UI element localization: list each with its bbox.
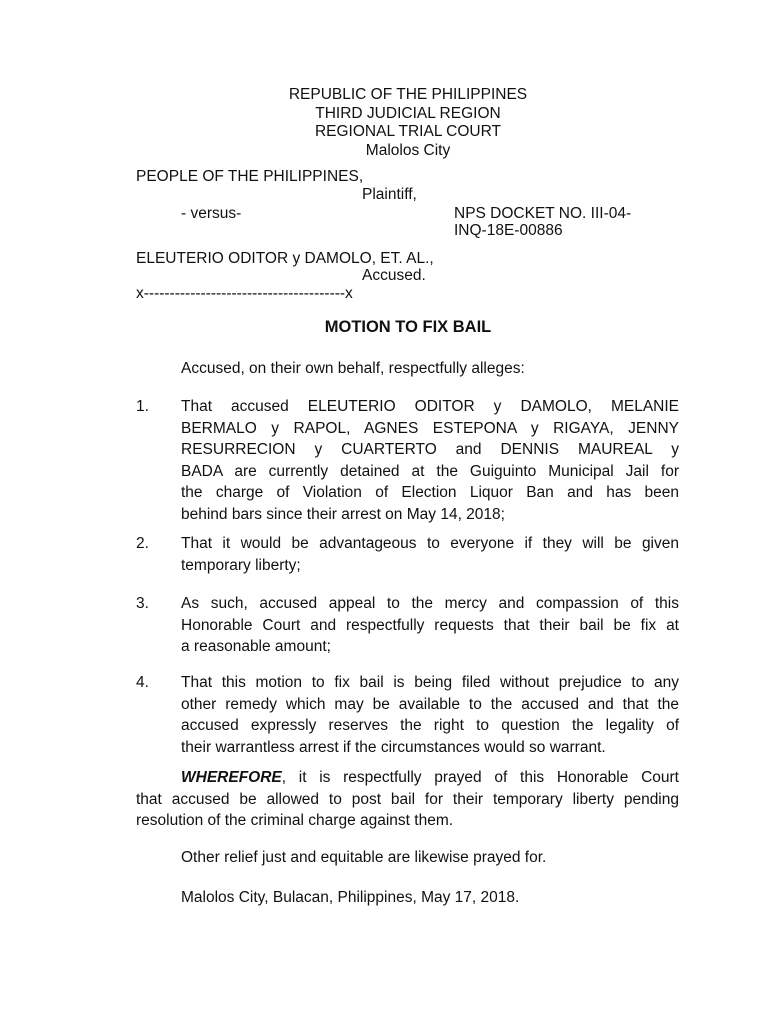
header-line-court: REGIONAL TRIAL COURT bbox=[314, 123, 502, 140]
item-4-text bbox=[181, 672, 679, 758]
item-line: other remedy which may be available to the accused and that the bbox=[181, 695, 679, 713]
item-line: That accused ELEUTERIO ODITOR y DAMOLO, MELANIE bbox=[181, 398, 679, 415]
prayer-line bbox=[136, 767, 679, 789]
item-number: 1. bbox=[136, 398, 149, 415]
item-line: a reasonable amount; bbox=[181, 638, 331, 655]
intro-paragraph: Accused, on their own behalf, respectfully alleges: bbox=[181, 360, 525, 377]
court-header bbox=[0, 86, 768, 160]
item-line: temporary liberty; bbox=[181, 556, 301, 574]
prayer-line-rest: , it is respectfully prayed of this Honorable Court bbox=[281, 769, 679, 786]
item-3-text bbox=[181, 593, 679, 658]
item-line: BERMALO y RAPOL, AGNES ESTEPONA y RIGAYA, JENNY bbox=[181, 419, 679, 437]
item-line: their warrantless arrest if the circumstances would so warrant. bbox=[181, 738, 606, 756]
prayer-line: resolution of the criminal charge against them. bbox=[136, 812, 454, 829]
item-line: accused expressly reserves the right to question the legality of bbox=[181, 717, 679, 734]
plaintiff-name: PEOPLE OF THE PHILIPPINES, bbox=[136, 168, 364, 185]
item-line: behind bars since their arrest on May 14, 2018; bbox=[181, 505, 505, 523]
item-line: As such, accused appeal to the mercy and compassion of this bbox=[181, 595, 679, 612]
other-relief-paragraph: Other relief just and equitable are likewise prayed for. bbox=[181, 849, 547, 866]
document-title: MOTION TO FIX BAIL bbox=[324, 318, 492, 336]
item-1-text bbox=[181, 396, 679, 525]
header-line-region: THIRD JUDICIAL REGION bbox=[315, 104, 501, 122]
item-2-text bbox=[181, 533, 679, 576]
accused-role: Accused. bbox=[362, 267, 426, 284]
place-date-line: Malolos City, Bulacan, Philippines, May 17, 2018. bbox=[181, 889, 520, 906]
item-number: 3. bbox=[136, 595, 149, 612]
prayer-line: that accused be allowed to post bail for their temporary liberty pending bbox=[136, 790, 679, 808]
item-line: That it would be advantageous to everyone if they will be given bbox=[181, 535, 679, 552]
versus-label: - versus- bbox=[181, 205, 242, 222]
item-number: 2. bbox=[136, 535, 149, 552]
prayer-paragraph bbox=[136, 767, 679, 832]
docket-number-line2: INQ-18E-00886 bbox=[454, 222, 563, 239]
item-number: 4. bbox=[136, 674, 149, 691]
plaintiff-role: Plaintiff, bbox=[362, 186, 417, 203]
docket-number-line1: NPS DOCKET NO. III-04- bbox=[454, 205, 632, 222]
item-line: BADA are currently detained at the Guiguinto Municipal Jail for bbox=[181, 462, 679, 480]
caption-separator: x---------------------------------------x bbox=[136, 285, 353, 302]
item-line: Honorable Court and respectfully requests that their bail be fix at bbox=[181, 616, 679, 634]
item-line: RESURRECION y CUARTERTO and DENNIS MAUREAL y bbox=[181, 441, 679, 458]
wherefore-keyword: WHEREFORE bbox=[181, 769, 282, 786]
item-line: That this motion to fix bail is being filed without prejudice to any bbox=[181, 674, 679, 691]
item-line: the charge of Violation of Election Liquor Ban and has been bbox=[181, 484, 679, 501]
accused-name: ELEUTERIO ODITOR y DAMOLO, ET. AL., bbox=[136, 250, 434, 267]
header-line-city: Malolos City bbox=[365, 141, 451, 159]
header-line-republic: REPUBLIC OF THE PHILIPPINES bbox=[288, 86, 528, 103]
